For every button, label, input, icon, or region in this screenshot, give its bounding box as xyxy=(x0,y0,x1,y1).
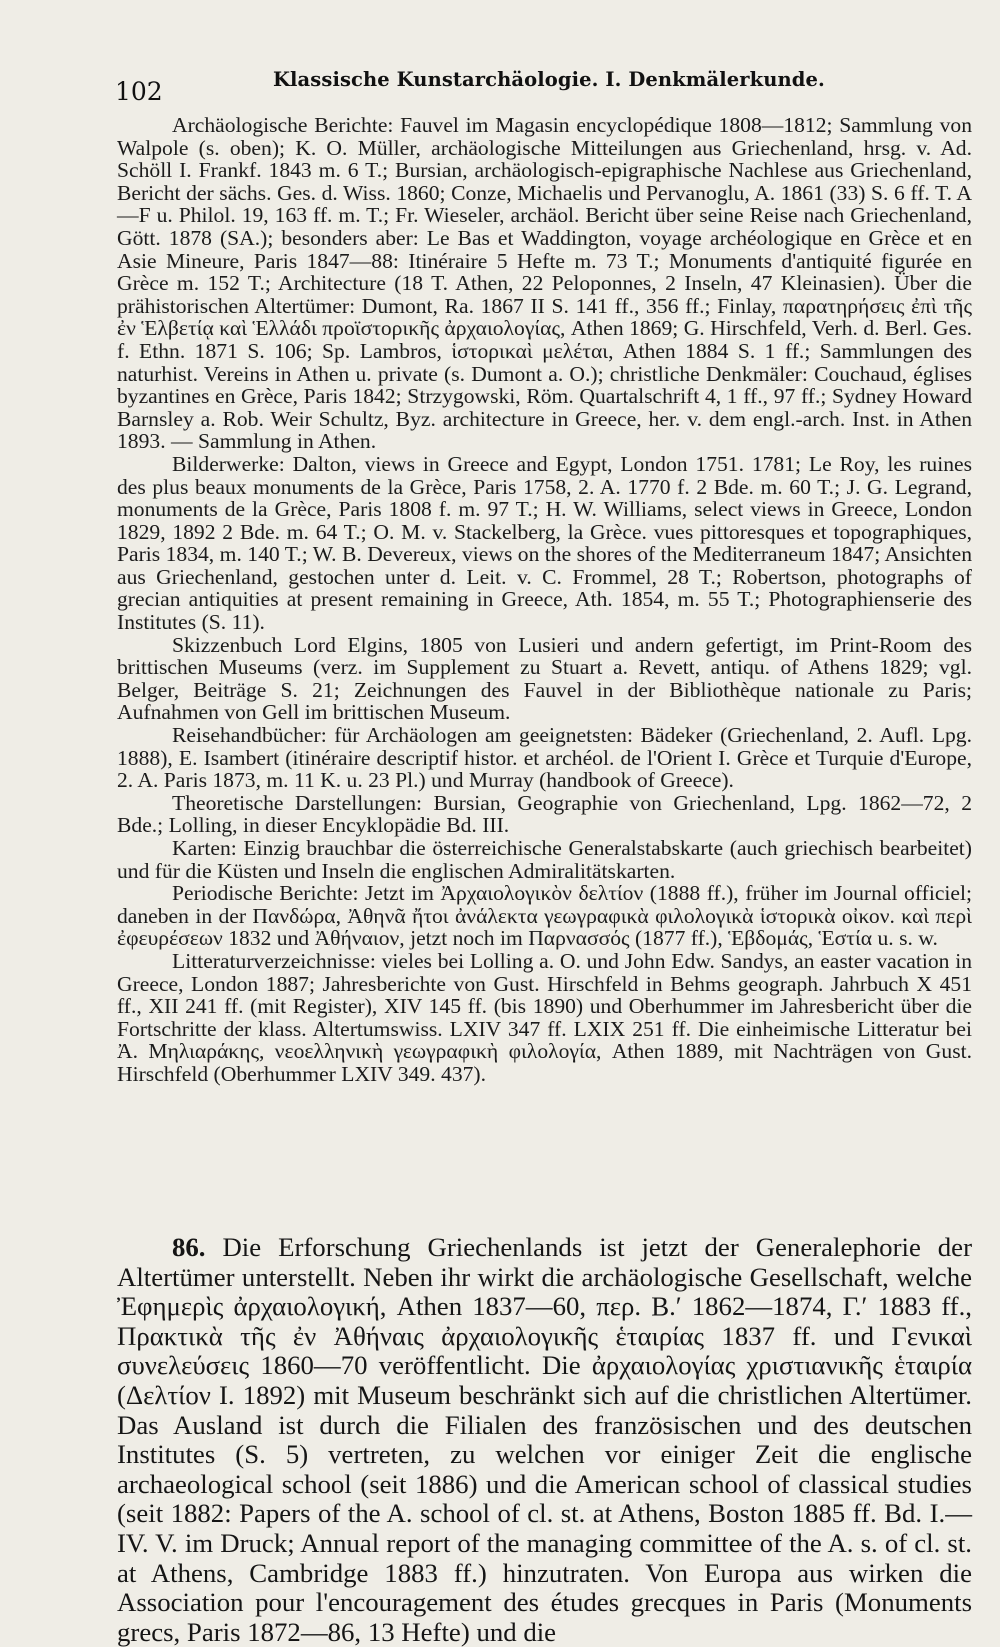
paragraph-archaeological-reports: Archäologische Berichte: Fauvel im Magasin encyclopédique 1808—1812; Sammlung von Walpole (s. oben); K. O. Müller, archäologische Mitteilungen aus Griechenland, hrsg. v. Ad. Schöll I. Frankf. 1843 m. 6 T.; Bursian, archäologisch-epigraphische Nachlese aus Griechenland, Bericht der sächs. Ges. d. Wiss. 1860; Conze, Michaelis und Pervanoglu, A. 1861 (33) S. 6 ff. T. A—F u. Philol. 19, 163 ff. m. T.; Fr. Wieseler, archäol. Bericht über seine Reise nach Griechenland, Gött. 1878 (SA.); besonders aber: Le Bas et Waddington, voyage archéologique en Grèce et en Asie Mineure, Paris 1847—88: Itinéraire 5 Hefte m. 73 T.; Monuments d'antiquité figurée en Grèce m. 152 T.; Architecture (18 T. Athen, 22 Peloponnes, 2 Inseln, 47 Kleinasien). Über die prähistorischen Altertümer: Dumont, Ra. 1867 II S. 141 ff., 356 ff.; Finlay, παρατηρήσεις ἐπὶ τῆς ἐν Ἑλβετίᾳ καὶ Ἑλλάδι προϊστορικῆς ἀρχαιολογίας, Athen 1869; G. Hirschfeld, Verh. d. Berl. Ges. f. Ethn. 1871 S. 106; Sp. Lambros, ἱστορικαὶ μελέται, Athen 1884 S. 1 ff.; Sammlungen des naturhist. Vereins in Athen u. private (s. Dumont a. O.); christliche Denkmäler: Couchaud, églises byzantines en Grèce, Paris 1842; Strzygowski, Röm. Quartalschrift 4, 1 ff., 97 ff.; Sydney Howard Barnsley a. Rob. Weir Schultz, Byz. architecture in Greece, her. v. dem engl.-arch. Inst. in Athen 1893. — Sammlung in Athen. xyxy=(117,113,972,454)
paragraph-karten: Karten: Einzig brauchbar die österreichische Generalstabskarte (auch griechisch bearbeitet) und für die Küsten und Inseln die englischen Admiralitätskarten. xyxy=(117,836,972,883)
page-number: 102 xyxy=(115,77,163,106)
running-title: Klassische Kunstarchäologie. I. Denkmälerkunde. xyxy=(273,68,825,91)
paragraph-theoretische-darstellungen: Theoretische Darstellungen: Bursian, Geographie von Griechenland, Lpg. 1862—72, 2 Bde.; Lolling, in dieser Encyklopädie Bd. III. xyxy=(117,790,972,838)
bibliography-block xyxy=(117,114,972,1086)
paragraph-skizzenbuch: Skizzenbuch Lord Elgins, 1805 von Lusieri und andern gefertigt, im Print-Room des brittischen Museums (verz. im Supplement zu Stuart a. Revett, antiqu. of Athens 1829; vgl. Belger, Beiträge S. 21; Zeichnungen des Fauvel in der Bibliothèque nationale zu Paris; Aufnahmen von Gell im brittischen Museum. xyxy=(117,632,972,725)
section-paragraph xyxy=(117,1233,972,1647)
section-number: 86. xyxy=(172,1232,206,1262)
section-86 xyxy=(117,1233,972,1647)
paragraph-periodische-berichte: Periodische Berichte: Jetzt im Ἀρχαιολογικὸν δελτίον (1888 ff.), früher im Journal officiel; daneben in der Πανδώρα, Ἀθηνᾶ ἤτοι ἀνάλεκτα γεωγραφικὰ φιλολογικὰ ἱστορικὰ οἰκον. καὶ περὶ ἐφευρέσεων 1832 und Ἀθήναιον, jetzt noch im Παρνασσός (1877 ff.), Ἑβδομάς, Ἑστία u. s. w. xyxy=(117,881,972,951)
section-text: Die Erforschung Griechenlands ist jetzt der Generalephorie der Altertümer unterstellt. Neben ihr wirkt die archäologische Gesellschaft, welche Ἐφημερὶς ἀρχαιολογική, Athen 1837—60, περ. Β.′ 1862—1874, Γ.′ 1883 ff., Πρακτικὰ τῆς ἐν Ἀθήναις ἀρχαιολογικῆς ἑταιρίας 1837 ff. und Γενικαὶ συνελεύσεις 1860—70 veröffentlicht. Die ἀρχαιολογίας χριστιανικῆς ἑταιρία (Δελτίον I. 1892) mit Museum beschränkt sich auf die christlichen Altertümer. Das Ausland ist durch die Filialen des französischen und des deutschen Institutes (S. 5) vertreten, zu welchen vor einiger Zeit die englische archaeological school (seit 1886) und die American school of classical studies (seit 1882: Papers of the A. school of cl. st. at Athens, Boston 1885 ff. Bd. I.—IV. V. im Druck; Annual report of the managing committee of the A. s. of cl. st. at Athens, Cambridge 1883 ff.) hinzutraten. Von Europa aus wirken die Association pour l'encouragement des études grecques in Paris (Monuments grecs, Paris 1872—86, 13 Hefte) und die xyxy=(117,1232,973,1647)
paragraph-bilderwerke: Bilderwerke: Dalton, views in Greece and Egypt, London 1751. 1781; Le Roy, les ruines des plus beaux monuments de la Grèce, Paris 1758, 2. A. 1770 f. 2 Bde. m. 60 T.; J. G. Legrand, monuments de la Grèce, Paris 1808 f. m. 97 T.; H. W. Williams, select views in Greece, London 1829, 1892 2 Bde. m. 64 T.; O. M. v. Stackelberg, la Grèce. vues pittoresques et topographiques, Paris 1834, m. 140 T.; W. B. Devereux, views on the shores of the Mediterraneum 1847; Ansichten aus Griechenland, gestochen unter d. Leit. v. C. Frommel, 28 T.; Robertson, photographs of grecian antiquities at present remaining in Greece, Ath. 1854, m. 55 T.; Photographienserie des Institutes (S. 11). xyxy=(117,451,972,635)
paragraph-litteraturverzeichnisse: Litteraturverzeichnisse: vieles bei Lolling a. O. und John Edw. Sandys, an easter vacation in Greece, London 1887; Jahresberichte von Gust. Hirschfeld in Behms geograph. Jahrbuch X 451 ff., XII 241 ff. (mit Register), XIV 145 ff. (bis 1890) und Oberhummer im Jahresbericht über die Fortschritte der klass. Altertumswiss. LXIV 347 ff. LXIX 251 ff. Die einheimische Litteratur bei Ἀ. Μηλιαράκης, νεοελληνικὴ γεωγραφικὴ φιλολογία, Athen 1889, mit Nachträgen von Gust. Hirschfeld (Oberhummer LXIV 349. 437). xyxy=(117,948,972,1086)
paragraph-reisehandbuecher: Reisehandbücher: für Archäologen am geeignetsten: Bädeker (Griechenland, 2. Aufl. Lpg. 1888), E. Isambert (itinéraire descriptif histor. et archéol. de l'Orient I. Grèce et Turquie d'Europe, 2. A. Paris 1873, m. 11 K. u. 23 Pl.) und Murray (handbook of Greece). xyxy=(117,723,972,793)
